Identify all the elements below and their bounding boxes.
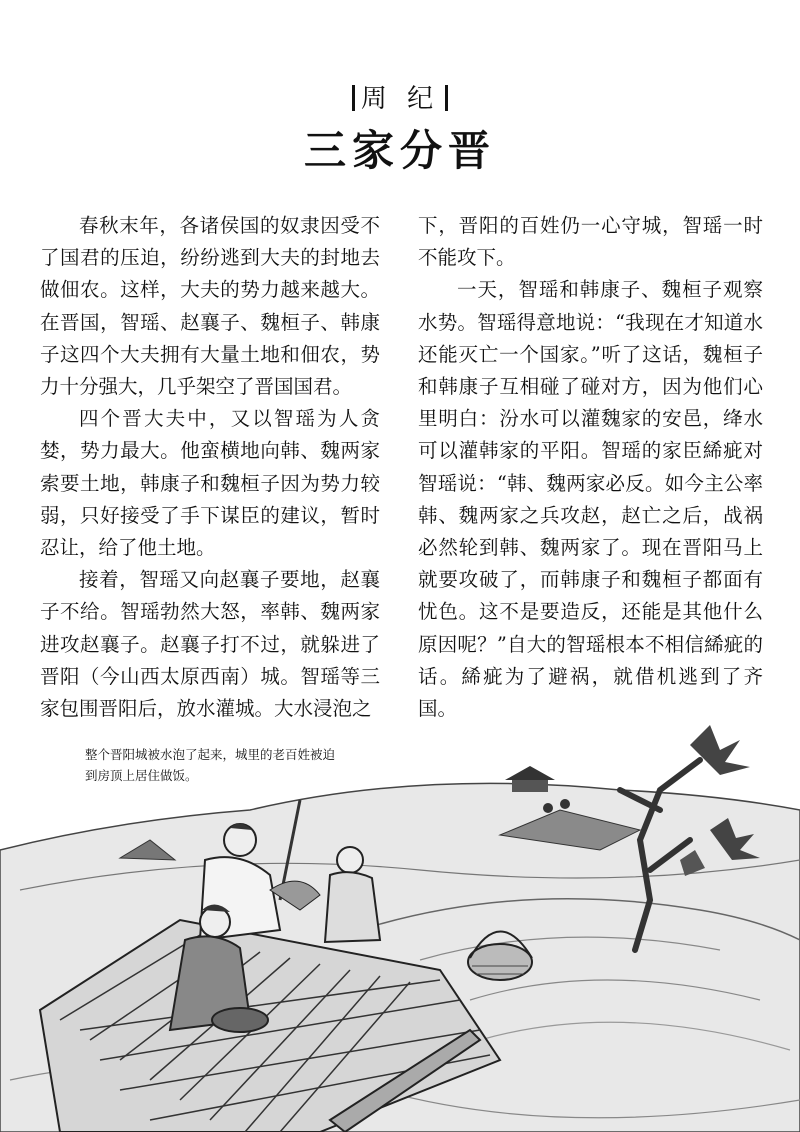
series-label [0, 78, 800, 115]
series-bar-right [445, 85, 448, 111]
illustration-caption: 整个晋阳城被水泡了起来，城里的老百姓被迫到房顶上居住做饭。 [85, 747, 336, 783]
series-bar-left [352, 85, 355, 111]
paragraph: 一天，智瑶和韩康子、魏桓子观察水势。智瑶得意地说：“我现在才知道水还能灭亡一个国家。”听了这话，魏桓子和韩康子互相碰了碰对方，因为他们心里明白：汾水可以灌魏家的安邑，绛水可以灌韩家的平阳。智瑶的家臣絺疵对智瑶说：“韩、魏两家必反。如今主公率韩、魏两家之兵攻赵，赵亡之后，战祸必然轮到韩、魏两家了。现在晋阳马上就要攻破了，而韩康子和魏桓子都面有忧色。这不是要造反，还能是其他什么原因呢？”自大的智瑶根本不相信絺疵的话。絺疵为了避祸，就借机逃到了齐国。 [418, 278, 763, 721]
chapter-title: 三家分晋 [303, 126, 496, 175]
paragraph: 四个晋大夫中，又以智瑶为人贪婪，势力最大。他蛮横地向韩、魏两家索要土地，韩康子和魏桓子因为势力较弱，只好接受了手下谋臣的建议，暂时忍让，给了他土地。 [40, 407, 380, 560]
left-column [40, 210, 380, 725]
series-text: 周 纪 [360, 84, 440, 114]
right-column [418, 210, 763, 725]
paragraph: 接着，智瑶又向赵襄子要地，赵襄子不给。智瑶勃然大怒，率韩、魏两家进攻赵襄子。赵襄子打不过，就躲进了晋阳（今山西太原西南）城。智瑶等三家包围晋阳后，放水灌城。大水浸泡之 [40, 568, 380, 721]
paragraph: 春秋末年，各诸侯国的奴隶因受不了国君的压迫，纷纷逃到大夫的封地去做佃农。这样，大夫的势力越来越大。在晋国，智瑶、赵襄子、魏桓子、韩康子这四个大夫拥有大量土地和佃农，势力十分强大，几乎架空了晋国国君。 [40, 214, 380, 399]
distant-pavilion [505, 766, 555, 792]
paragraph-continuation: 下，晋阳的百姓仍一心守城，智瑶一时不能攻下。 [418, 214, 763, 270]
